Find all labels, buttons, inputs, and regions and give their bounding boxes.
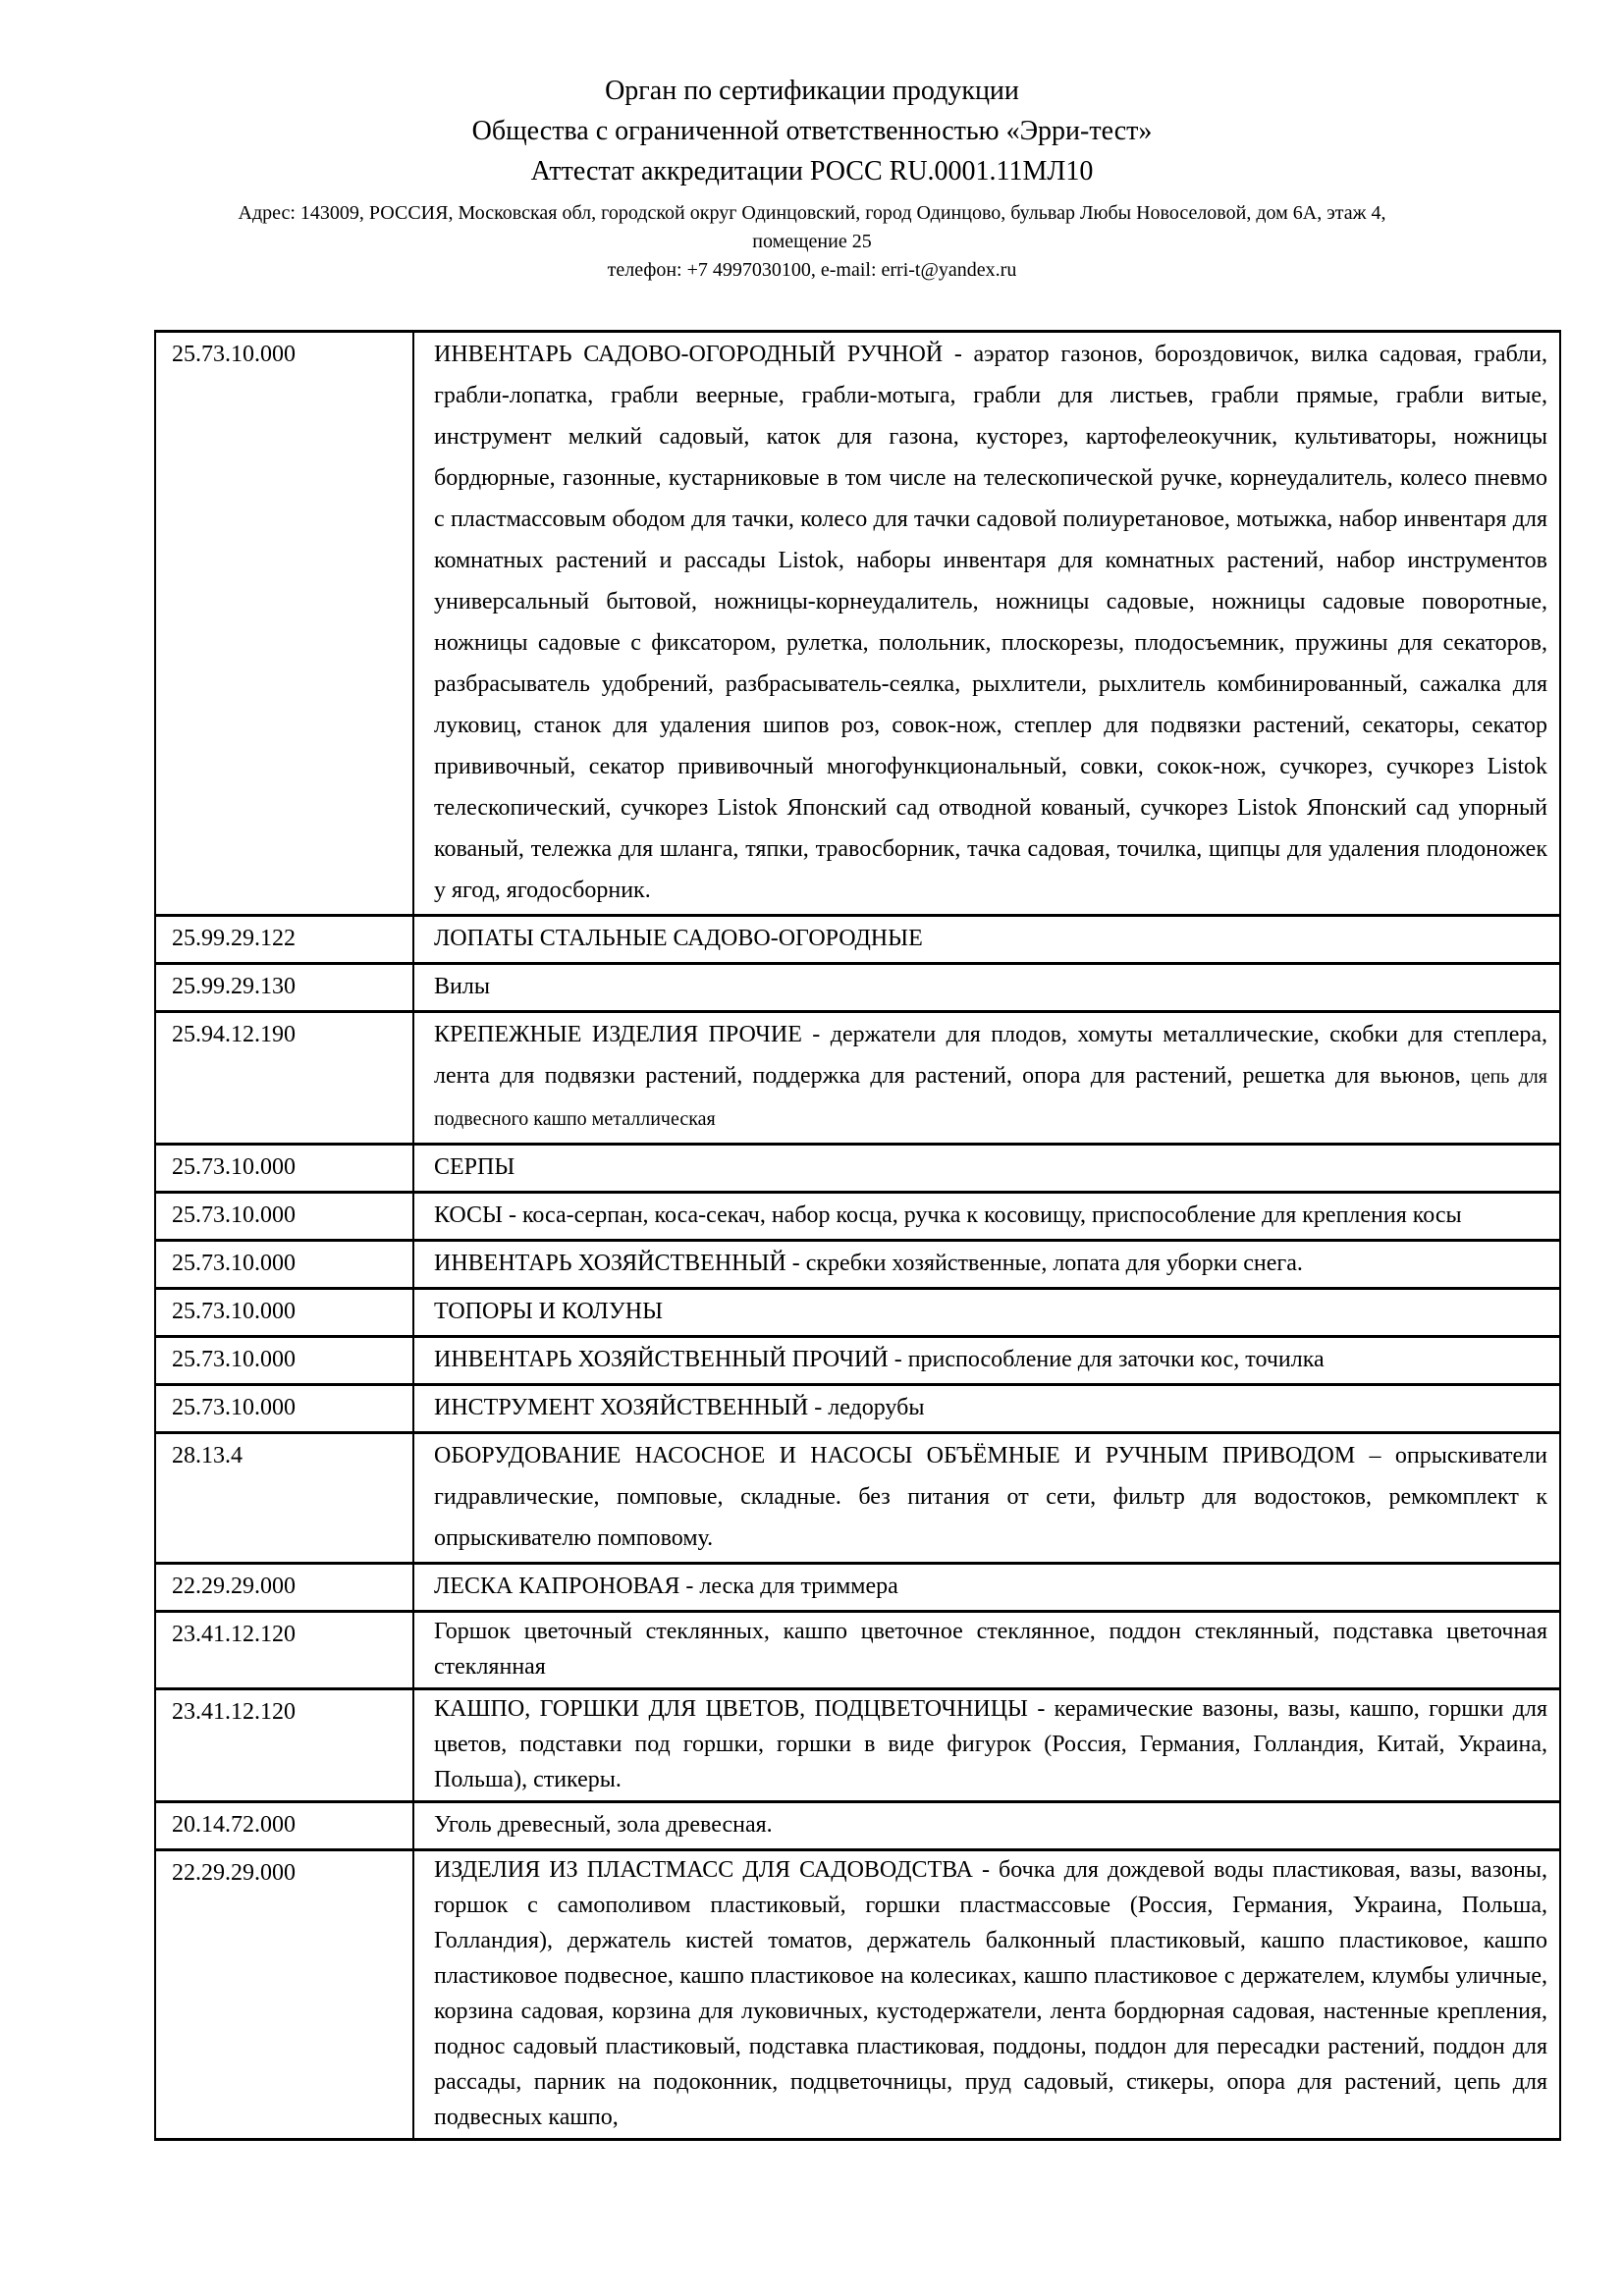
description-segment: ИНВЕНТАРЬ ХОЗЯЙСТВЕННЫЙ ПРОЧИЙ - приспособление для заточки кос, точилка [434,1347,1325,1372]
row-description [413,1385,1560,1433]
table-row [155,1012,1560,1145]
description-segment: ИНВЕНТАРЬ ХОЗЯЙСТВЕННЫЙ - скребки хозяйственные, лопата для уборки снега. [434,1251,1303,1276]
products-table-body [155,332,1560,2140]
table-row [155,1689,1560,1802]
description-segment: цепь для подвесного кашпо металлическая [434,1066,1547,1130]
org-name-line: Общества с ограниченной ответственностью «Эрри-тест» [471,116,1153,146]
description-segment: КРЕПЕЖНЫЕ ИЗДЕЛИЯ ПРОЧИЕ - держатели для плодов, хомуты металлические, скобки для степлера, лента для подвязки растений, поддержка для растений, опора для растений, решетка для вьюнов, [434,1022,1547,1089]
row-code: 25.73.10.000 [155,1145,413,1193]
description-segment: ЛЕСКА КАПРОНОВАЯ - леска для триммера [434,1574,898,1599]
table-row [155,916,1560,964]
table-row [155,332,1560,916]
row-description [413,1241,1560,1289]
row-code: 23.41.12.120 [155,1689,413,1802]
row-description [413,1337,1560,1385]
row-code: 25.99.29.122 [155,916,413,964]
table-row [155,1337,1560,1385]
accreditation-line: Аттестат аккредитации РОСС RU.0001.11МЛ10 [530,156,1094,187]
row-code: 25.99.29.130 [155,964,413,1012]
document-header [0,0,1624,285]
description-segment: Горшок цветочный стеклянных, кашпо цветочное стеклянное, поддон стеклянный, подставка цветочная стеклянная [434,1619,1547,1680]
table-row [155,1241,1560,1289]
row-code: 23.41.12.120 [155,1612,413,1689]
address-line-1: Адрес: 143009, РОССИЯ, Московская обл, городской округ Одинцовский, город Одинцово, бульвар Любы Новоселовой, дом 6А, этаж 4, [238,202,1386,224]
org-title-line: Орган по сертификации продукции [605,76,1019,106]
table-row [155,1145,1560,1193]
description-segment: ИНСТРУМЕНТ ХОЗЯЙСТВЕННЫЙ - ледорубы [434,1395,925,1420]
description-segment: ОБОРУДОВАНИЕ НАСОСНОЕ И НАСОСЫ ОБЪЁМНЫЕ И РУЧНЫМ ПРИВОДОМ – опрыскиватели гидравлические, помповые, складные. без питания от сети, фильтр для водостоков, ремкомплект к опрыскивателю помповому. [434,1443,1547,1551]
contact-line: телефон: +7 4997030100, e-mail: erri-t@yandex.ru [607,259,1017,281]
table-row [155,964,1560,1012]
row-code: 22.29.29.000 [155,1850,413,2140]
description-segment: Уголь древесный, зола древесная. [434,1812,773,1838]
row-description [413,1012,1560,1145]
table-row [155,1385,1560,1433]
table-row [155,1193,1560,1241]
description-segment: КАШПО, ГОРШКИ ДЛЯ ЦВЕТОВ, ПОДЦВЕТОЧНИЦЫ - керамические вазоны, вазы, кашпо, горшки для цветов, подставки под горшки, горшки в виде фигурок (Россия, Германия, Голландия, Китай, Украина, Польша), стикеры. [434,1696,1547,1792]
row-code: 22.29.29.000 [155,1564,413,1612]
row-description [413,1564,1560,1612]
row-description [413,1145,1560,1193]
row-description [413,1289,1560,1337]
row-code: 25.73.10.000 [155,1337,413,1385]
row-code: 25.73.10.000 [155,1289,413,1337]
row-description [413,1193,1560,1241]
address-block [0,199,1624,285]
table-row [155,1289,1560,1337]
row-code: 28.13.4 [155,1433,413,1564]
row-code: 20.14.72.000 [155,1802,413,1850]
row-description [413,916,1560,964]
description-segment: ЛОПАТЫ СТАЛЬНЫЕ САДОВО-ОГОРОДНЫЕ [434,926,923,951]
description-segment: СЕРПЫ [434,1154,515,1180]
row-description [413,1802,1560,1850]
description-segment: Вилы [434,974,490,999]
table-row [155,1612,1560,1689]
row-description [413,1433,1560,1564]
table-row [155,1850,1560,2140]
table-row [155,1802,1560,1850]
row-description [413,1612,1560,1689]
row-description [413,1850,1560,2140]
description-segment: ИЗДЕЛИЯ ИЗ ПЛАСТМАСС ДЛЯ САДОВОДСТВА - бочка для дождевой воды пластиковая, вазы, вазоны, горшок с самополивом пластиковый, горшки пластмассовые (Россия, Германия, Украина, Польша, Голландия), держатель кистей томатов, держатель балконный пластиковый, кашпо пластиковое, кашпо пластиковое подвесное, кашпо пластиковое на колесиках, кашпо пластиковое с держателем, клумбы уличные, корзина садовая, корзина для луковичных, кустодержатели, лента бордюрная садовая, настенные крепления, поднос садовый пластиковый, подставка пластиковая, поддоны, поддон для пересадки растений, поддон для рассады, парник на подоконник, подцветочницы, пруд садовый, стикеры, опора для растений, цепь для подвесных кашпо, [434,1857,1547,2130]
row-code: 25.73.10.000 [155,1241,413,1289]
description-segment: ТОПОРЫ И КОЛУНЫ [434,1299,664,1324]
row-description [413,1689,1560,1802]
row-code: 25.73.10.000 [155,332,413,916]
row-code: 25.94.12.190 [155,1012,413,1145]
products-table [154,330,1561,2141]
row-code: 25.73.10.000 [155,1385,413,1433]
table-row [155,1564,1560,1612]
row-description [413,964,1560,1012]
description-segment: ИНВЕНТАРЬ САДОВО-ОГОРОДНЫЙ РУЧНОЙ - аэратор газонов, бороздовичок, вилка садовая, грабли, грабли-лопатка, грабли веерные, грабли-мотыга, грабли для листьев, грабли прямые, грабли витые, инструмент мелкий садовый, каток для газона, кусторез, картофелеокучник, культиваторы, ножницы бордюрные, газонные, кустарниковые в том числе на телескопической ручке, корнеудалитель, колесо пневмо с пластмассовым ободом для тачки, колесо для тачки садовой полиуретановое, мотыжка, набор инвентаря для комнатных растений и рассады Listok, наборы инвентаря для комнатных растений, набор инструментов универсальный бытовой, ножницы-корнеудалитель, ножницы садовые, ножницы садовые поворотные, ножницы садовые с фиксатором, рулетка, полольник, плоскорезы, плодосъемник, пружины для секаторов, разбрасыватель удобрений, разбрасыватель-сеялка, рыхлители, рыхлитель комбинированный, сажалка для луковиц, станок для удаления шипов роз, совок-нож, степлер для подвязки растений, секаторы, секатор прививочный, секатор прививочный многофункциональный, совки, сокок-нож, сучкорез, сучкорез Listok телескопический, сучкорез Listok Японский сад отводной кованый, сучкорез Listok Японский сад упорный кованый, тележка для шланга, тяпки, травосборник, тачка садовая, точилка, щипцы для удаления плодоножек у ягод, ягодосборник. [434,342,1547,903]
row-code: 25.73.10.000 [155,1193,413,1241]
address-line-2: помещение 25 [752,231,872,252]
description-segment: КОСЫ - коса-серпан, коса-секач, набор косца, ручка к косовищу, приспособление для крепления косы [434,1202,1462,1228]
row-description [413,332,1560,916]
table-row [155,1433,1560,1564]
